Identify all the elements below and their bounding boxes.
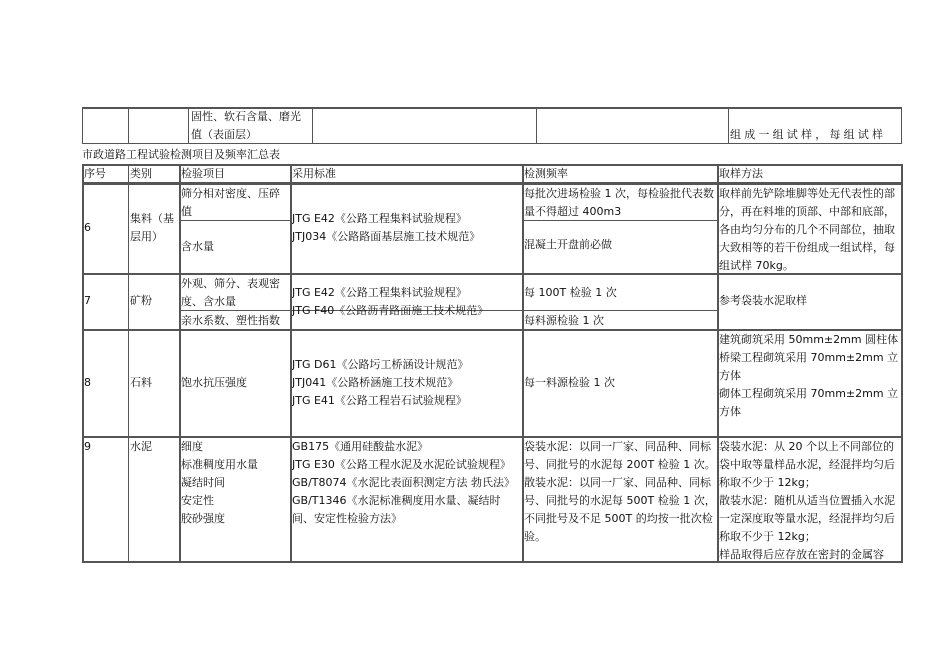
header-method: 取样方法	[719, 167, 763, 180]
row-9-standard-2: JTG E30《公路工程水泥及水泥砼试验规程》	[292, 458, 511, 471]
row-6-standards	[292, 210, 520, 246]
row-6-item-2: 含水量	[181, 240, 214, 253]
row-9-standard-4: GB/T1346《水泥标准稠度用水量、凝结时间、安定性检验方法》	[292, 494, 501, 525]
row-9-items	[181, 438, 289, 538]
row-9-item-5: 胶砂强度	[181, 512, 225, 525]
row-9-item-4: 安定性	[181, 494, 214, 507]
row-8-item: 饱水抗压强度	[181, 376, 247, 389]
row-7-method: 参考袋装水泥取样	[719, 294, 807, 307]
header-no: 序号	[84, 167, 106, 180]
row-8-standard-1: JTG D61《公路圬工桥涵设计规范》	[292, 358, 469, 371]
table-border	[536, 107, 537, 144]
row-9-frequency-1: 袋装水泥：以同一厂家、同品种、同标号、同批号的水泥每 200T 检验 1 次。	[524, 440, 716, 471]
row-9-item-2: 标准稠度用水量	[181, 458, 258, 471]
row-6-category: 集料（基层用）	[130, 212, 174, 243]
table-border	[522, 310, 718, 311]
row-9-methods	[719, 438, 901, 561]
row-7-standard-2: JTG F40《公路沥青路面施工技术规范》	[292, 304, 489, 317]
row-8-standard-2: JTJ041《公路桥涵施工技术规范》	[292, 376, 459, 389]
row-6-no: 6	[84, 221, 91, 234]
row-7-item-1: 外观、筛分、表观密度、含水量	[181, 277, 280, 308]
header-frequency: 检测频率	[524, 167, 568, 180]
row-7-no: 7	[84, 294, 91, 307]
header-item: 检验项目	[181, 167, 225, 180]
row-9-method-2: 散装水泥：随机从适当位置插入水泥一定深度取等量水泥，经混拌均匀后称取不少于 12kg；	[719, 494, 895, 543]
row-9-frequencies	[524, 438, 717, 561]
row-9-item-1: 细度	[181, 440, 203, 453]
row-9-standard-3: GB/T8074《水泥比表面积测定方法 勃氏法》	[292, 476, 515, 489]
row-9-frequency-2: 散装水泥：以同一厂家、同品种、同标号、同批号的水泥每 500T 检验 1 次，不同批号及不足 500T 的均按一批次检验。	[524, 476, 716, 543]
row-9-item-3: 凝结时间	[181, 476, 225, 489]
row-8-standard-3: JTG E41《公路工程岩石试验规程》	[292, 394, 467, 407]
row-8-methods	[719, 331, 901, 436]
row-6-item-1: 筛分相对密度、压碎值	[181, 187, 280, 218]
row-7-standard-1: JTG E42《公路工程集料试验规程》	[292, 286, 467, 299]
row-6-frequency-2: 混凝土开盘前必做	[524, 238, 612, 251]
row-7-standards	[292, 284, 520, 320]
top-method-cell: 组成一组试样，每组试样	[730, 128, 887, 141]
table-border	[188, 107, 189, 144]
table-border	[312, 107, 313, 144]
row-9-standard-1: GB175《通用硅酸盐水泥》	[292, 440, 429, 453]
row-6-method: 取样前先铲除堆脚等处无代表性的部分，再在料堆的顶部、中部和底部，各由均匀分布的几个不同部位，抽取大致相等的若干份组成一组试样，每组试样 70kg。	[719, 187, 895, 272]
table-border	[728, 107, 729, 144]
table-border	[128, 164, 129, 563]
row-9-method-1: 袋装水泥：从 20 个以上不同部位的袋中取等量样品水泥，经混拌均匀后称取不少于 12kg；	[719, 440, 895, 489]
row-8-frequency: 每一料源检验 1 次	[524, 376, 615, 389]
row-8-method-1: 建筑砌筑采用 50mm±2mm 圆柱体	[719, 333, 899, 346]
row-9-no: 9	[84, 440, 91, 453]
row-7-item-2: 亲水系数、塑性指数	[181, 314, 280, 327]
row-9-category: 水泥	[130, 440, 152, 453]
row-8-method-2: 桥梁工程砌筑采用 70mm±2mm 立方体	[719, 351, 899, 382]
table-border	[901, 164, 903, 563]
row-6-standard-2: JTJ034《公路路面基层施工技术规范》	[292, 230, 481, 243]
table-border	[128, 107, 129, 144]
table-title: 市政道路工程试验检测项目及频率汇总表	[82, 148, 280, 161]
header-standard: 采用标准	[292, 167, 336, 180]
header-category: 类别	[130, 167, 152, 180]
top-item-cell: 固性、软石含量、磨光值（表面层）	[191, 110, 301, 141]
row-8-standards	[292, 356, 520, 410]
row-7-frequency-2: 每料源检验 1 次	[524, 314, 604, 327]
row-7-category: 矿粉	[130, 294, 152, 307]
row-8-method-3: 砌体工程砌筑采用 70mm±2mm 立方体	[719, 387, 899, 418]
table-border	[82, 107, 83, 144]
row-8-no: 8	[84, 376, 91, 389]
row-8-category: 石料	[130, 376, 152, 389]
row-6-frequency-1: 每批次进场检验 1 次，每检验批代表数量不得超过 400m3	[524, 187, 714, 218]
row-7-frequency-1: 每 100T 检验 1 次	[524, 286, 617, 299]
row-9-method-3: 样品取得后应存放在密封的金属容	[719, 548, 884, 561]
row-9-standards	[292, 438, 522, 561]
row-6-standard-1: JTG E42《公路工程集料试验规程》	[292, 212, 467, 225]
table-border	[82, 561, 902, 563]
